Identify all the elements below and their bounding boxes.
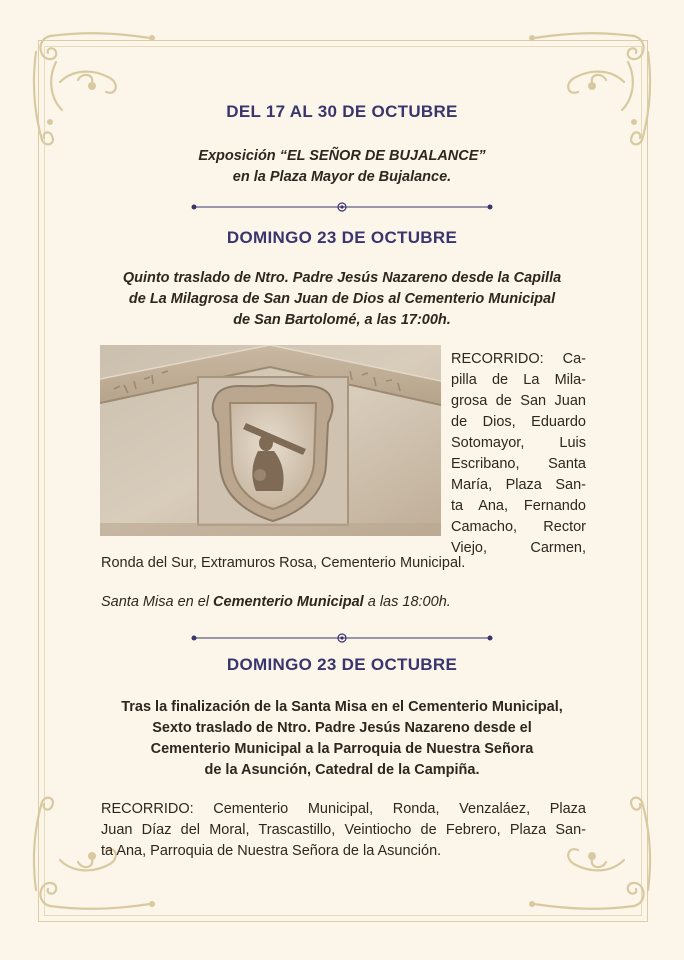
section2-line3: de San Bartolomé, a las 17:00h. (233, 312, 451, 328)
route-line: Escribano, Santa (451, 456, 586, 472)
section1-text (0, 146, 684, 188)
route-line: Camacho, Rector (451, 519, 586, 535)
route-line: RECORRIDO: Ca- (451, 351, 586, 367)
section3-line3: Cementerio Municipal a la Parroquia de Nuestra Señora (150, 741, 534, 757)
mass-info-pre: Santa Misa en el (101, 594, 214, 610)
section3-text (0, 697, 684, 781)
mass-info-location: Cementerio Municipal (213, 594, 364, 610)
route-line: pilla de La Mila- (451, 372, 586, 388)
section3-line2: Sexto traslado de Ntro. Padre Jesús Nazareno desde el (152, 720, 532, 736)
section2-text (0, 268, 684, 331)
coat-of-arms-photo (100, 345, 441, 536)
corner-ornament-top-right (514, 22, 664, 152)
route-line: ta Ana, Parroquia de Nuestra Señora de la Asunción. (101, 843, 442, 859)
mass-info-post: a las 18:00h. (363, 594, 451, 610)
section3-date-heading: DOMINGO 23 DE OCTUBRE (226, 655, 458, 674)
route-line: Juan Díaz del Moral, Trascastillo, Veintiocho de Febrero, Plaza San- (101, 822, 586, 838)
section1-date-heading: DEL 17 AL 30 DE OCTUBRE (226, 102, 458, 121)
route-line: Sotomayor, Luis (451, 435, 586, 451)
route-continuation: Ronda del Sur, Extramuros Rosa, Cementerio Municipal. (101, 555, 466, 571)
route-text-column (451, 349, 586, 559)
section3-line1: Tras la finalización de la Santa Misa en el Cementerio Municipal, (121, 699, 563, 715)
route-line: grosa de San Juan (451, 393, 586, 409)
divider-ornament (190, 631, 494, 645)
section2-line2: de La Milagrosa de San Juan de Dios al Cementerio Municipal (128, 291, 556, 307)
divider-ornament (190, 200, 494, 214)
section2-line1: Quinto traslado de Ntro. Padre Jesús Nazareno desde la Capilla (122, 270, 562, 286)
route-line: ta Ana, Fernando (451, 498, 586, 514)
section1-line1: Exposición “EL SEÑOR DE BUJALANCE” (198, 148, 486, 164)
section2-date-heading: DOMINGO 23 DE OCTUBRE (226, 228, 458, 247)
mass-info (101, 594, 451, 610)
route-line: María, Plaza San- (451, 477, 586, 493)
route-line: de Dios, Eduardo (451, 414, 586, 430)
route-line: Viejo, Carmen, (451, 540, 586, 556)
route-line: RECORRIDO: Cementerio Municipal, Ronda, Venzaláez, Plaza (101, 801, 586, 817)
route-text-final (101, 799, 586, 862)
section3-line4: de la Asunción, Catedral de la Campiña. (204, 762, 480, 778)
corner-ornament-top-left (20, 22, 170, 152)
section1-line2: en la Plaza Mayor de Bujalance. (232, 169, 452, 185)
